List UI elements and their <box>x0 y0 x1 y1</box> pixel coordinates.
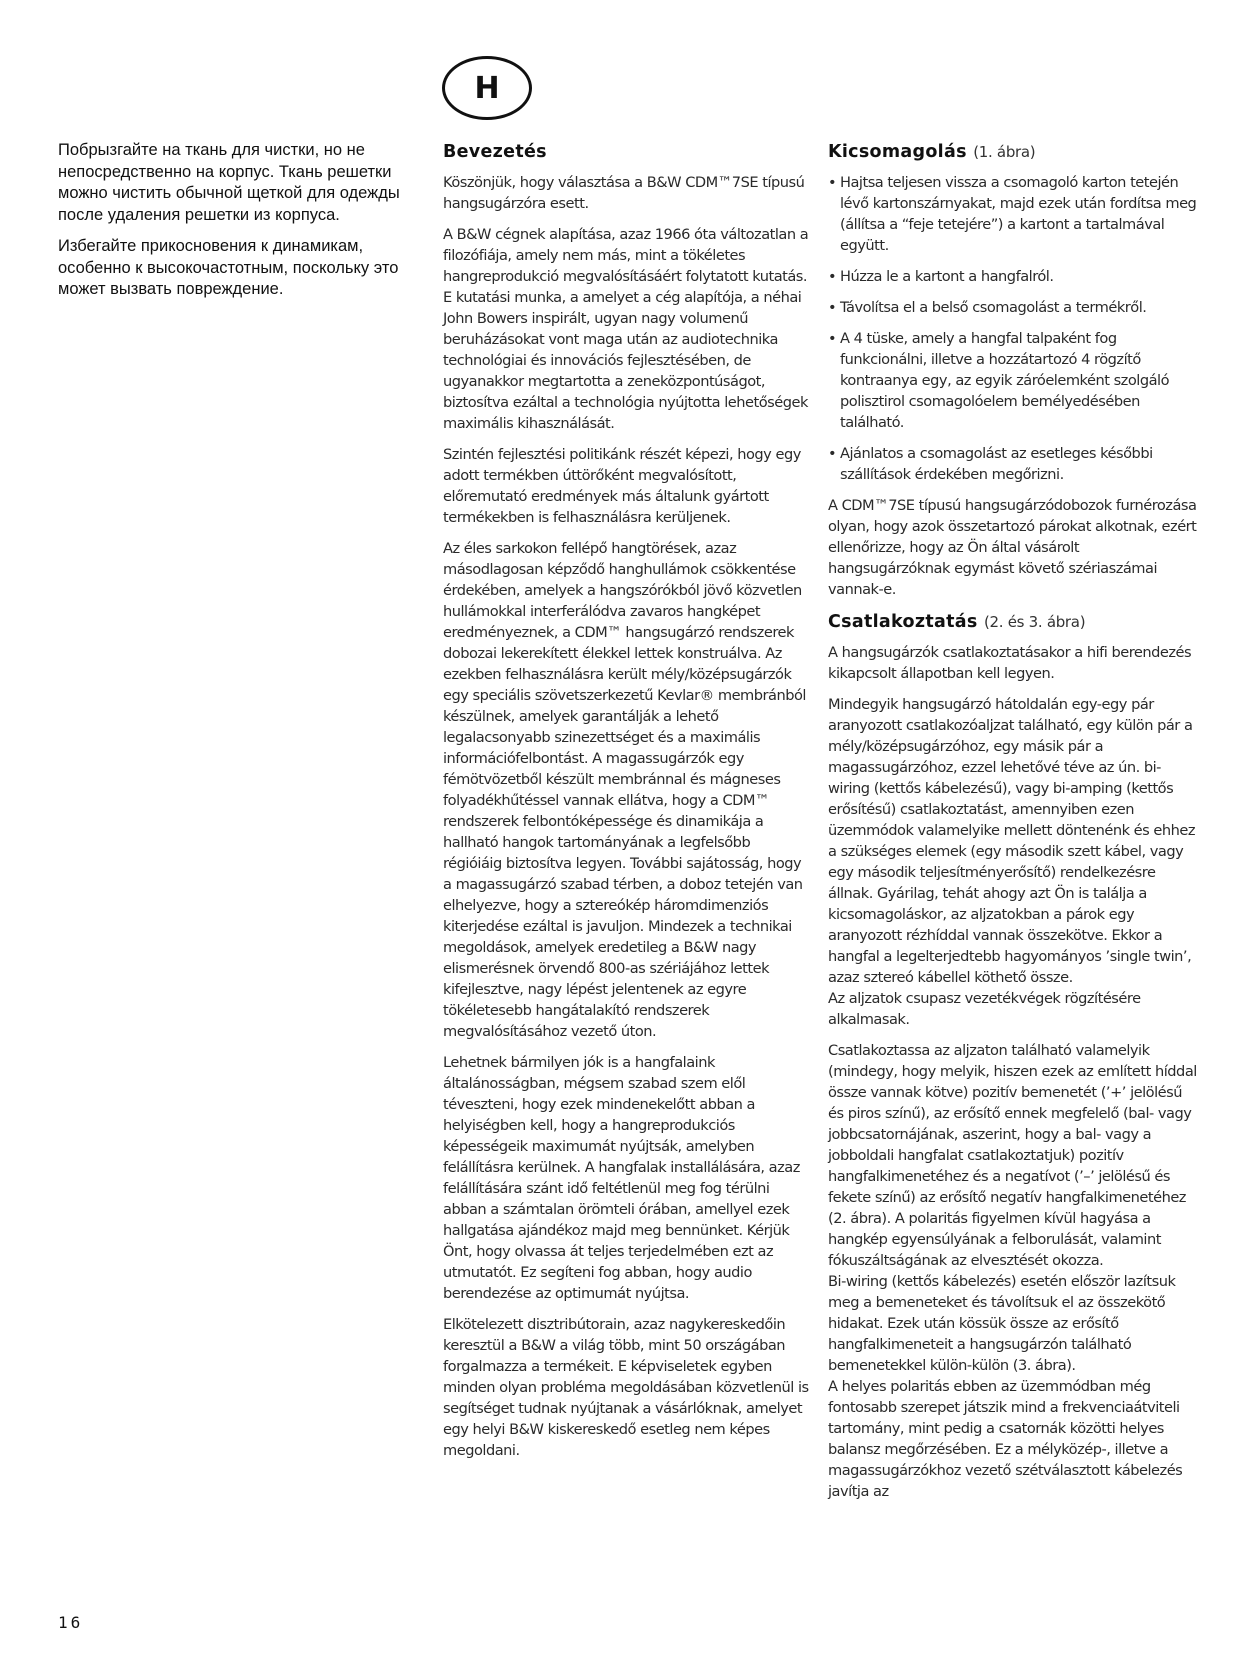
unpacking-list <box>828 172 1200 485</box>
unpacking-step: • Távolítsa el a belső csomagolást a termékről. <box>828 297 1200 318</box>
intro-paragraph: Az éles sarkokon fellépő hangtörések, azaz másodlagosan képződő hanghullámok csökkentése érdekében, amelyek a hangszórókból jövő közvetlen hullámokkal interferálódva zavaros hangképet eredményeznek, a CDM™ hangsugárzó rendszerek dobozai lekerekített élekkel lettek konstruálva. Az ezekben felhasználásra került mély/középsugárzók egy speciális szövetszerkezetű Kevlar® membránból készülnek, amelyek garantálják a lehető legalacsonyabb szinezettséget és a maximális információfelbontást. A magassugárzók egy fémötvözetből készült membránnal és mágneses folyadékhűtéssel vannak ellátva, hogy a CDM™ rendszerek felbontóképessége és dinamikája a hallható hangok tartományának a legfelsőbb régióiáig biztosítva legyen. További sajátosság, hogy a magassugárzó szabad térben, a doboz tetején van elhelyezve, hogy a sztereókép háromdimenziós kiterjedése ezáltal is javuljon. Mindezek a technikai megoldások, amelyek eredetileg a B&W nagy elismerésnek örvendő 800-as szériájához lettek kifejlesztve, nagy lépést jelentenek az egyre tökéletesebb hangátalakító rendszerek megvalósításához vezető úton. <box>443 540 806 1040</box>
ru-paragraph: Избегайте прикосновения к динамикам, особенно к высокочастотным, поскольку это может вызвать повреждение. <box>58 237 399 298</box>
unpacking-figure-ref: (1. ábra) <box>973 143 1036 161</box>
connection-paragraph: Csatlakoztassa az aljzaton található valamelyik (mindegy, hogy melyik, hiszen ezek az említett híddal össze vannak kötve) pozitív bemenetét (’+’ jelölésű és piros színű), az erősítő ennek megfelelő (bal- vagy jobbcsatornájának, aszerint, hogy a bal- vagy a jobboldali hangfalat csatlakoztatjuk) pozitív hangfalkimenetéhez és a negatívot (’–’ jelölésű és fekete színű) az erősítő negatív hangfalkimenetéhez (2. ábra). A polaritás figyelmen kívül hagyása a hangkép egyensúlyának a felborulását, valamint fókuszáltságának az elvesztését okozza. <box>828 1042 1197 1269</box>
connection-title: Csatlakoztatás <box>828 612 978 632</box>
unpacking-step: • A 4 tüske, amely a hangfal talpaként fog funkcionálni, illetve a hozzátartozó 4 rögzítő kontraanya egy, az egyik záróelemként szolgáló polisztirol csomagolóelem bemélyedésében található. <box>828 328 1200 433</box>
unpacking-step: • Húzza le a kartont a hangfalról. <box>828 266 1200 287</box>
connection-figure-ref: (2. és 3. ábra) <box>984 613 1086 631</box>
unpacking-step: • Hajtsa teljesen vissza a csomagoló karton tetején lévő kartonszárnyakat, majd ezek után fordítsa meg (állítsa a “feje tetejére”) a kartont a tartalmával együtt. <box>828 172 1200 256</box>
connection-paragraph: Bi-wiring (kettős kábelezés) esetén először lazítsuk meg a bemeneteket és távolítsuk el az összekötő hidakat. Ezek után kössük össze az erősítő hangfalkimeneteit a hangsugárzón található bemenetekkel külön-külön (3. ábra). <box>828 1273 1176 1374</box>
connection-paragraph: Az aljzatok csupasz vezetékvégek rögzítésére alkalmasak. <box>828 990 1141 1028</box>
unpacking-paragraph: A CDM™7SE típusú hangsugárzódobozok furnérozása olyan, hogy azok összetartozó párokat alkotnak, ezért ellenőrizze, hogy az Ön által vásárolt hangsugárzóknak egymást követő szériaszámai vannak-e. <box>828 497 1197 598</box>
connection-paragraph: A hangsugárzók csatlakoztatásakor a hifi berendezés kikapcsolt állapotban kell legyen. <box>828 644 1192 682</box>
intro-paragraph: Köszönjük, hogy választása a B&W CDM™7SE típusú hangsugárzóra esett. <box>443 174 805 212</box>
intro-heading: Bevezetés <box>443 142 547 162</box>
intro-paragraph: Lehetnek bármilyen jók is a hangfalaink általánosságban, mégsem szabad szem elől téveszteni, hogy ezek mindenekelőtt abban a helyiségben kell, hogy a hangreprodukciós képességeik maximumát nyújtsák, amelyben felállításra kerülnek. A hangfalak installálására, azaz felállítására szánt idő feltétlenül meg fog térülni abban a számtalan örömteli órában, amellyel ezek hallgatása ajándékoz majd meg bennünket. Kérjük Önt, hogy olvassa át teljes terjedelmében ezt az utmutatót. Ez segíteni fog abban, hogy audio berendezése az optimumát nyújtsa. <box>443 1054 800 1302</box>
connection-heading <box>828 610 1200 634</box>
right-column <box>828 140 1200 1512</box>
connection-paragraph: A helyes polaritás ebben az üzemmódban még fontosabb szerepet játszik mind a frekvenciaátviteli tartomány, mint pedig a csatornák közötti helyes balansz megőrzésében. Ez a mélyközép-, illetve a magassugárzókhoz vezető szétválasztott kábelezés javítja az <box>828 1378 1183 1500</box>
unpacking-title: Kicsomagolás <box>828 142 967 162</box>
language-badge: H <box>442 56 532 120</box>
intro-column <box>443 140 813 1471</box>
intro-paragraph: A B&W cégnek alapítása, azaz 1966 óta változatlan a filozófiája, amely nem más, mint a tökéletes hangreprodukció megvalósításáért folytatott kutatás. E kutatási munka, a amelyet a cég alapítója, a néhai John Bowers inspirált, ugyan nagy volumenű beruházásokat vont maga után az audiotechnika technológiai és innovációs fejlesztésében, de ugyanakkor megtartotta a zeneközpontúságot, biztosítva ezáltal a technológia nyújtotta lehetőségek maximális kihasználását. <box>443 226 809 432</box>
unpacking-heading <box>828 140 1200 164</box>
intro-paragraph: Szintén fejlesztési politikánk részét képezi, hogy egy adott termékben úttörőként megvalósított, előremutató eredmények más általunk gyártott termékekben is felhasználásra kerüljenek. <box>443 446 801 526</box>
unpacking-step: • Ajánlatos a csomagolást az esetleges későbbi szállítások érdekében megőrizni. <box>828 443 1200 485</box>
russian-column <box>58 140 410 311</box>
ru-paragraph: Побрызгайте на ткань для чистки, но не непосредственно на корпус. Ткань решетки можно чистить обычной щеткой для одежды после удаления решетки из корпуса. <box>58 141 400 224</box>
connection-paragraph: Mindegyik hangsugárzó hátoldalán egy-egy pár aranyozott csatlakozóaljzat található, egy külön pár a mély/középsugárzóhoz, egy másik pár a magassugárzóhoz, ezzel lehetővé téve az ún. bi-wiring (kettős kábelezésű), vagy bi-amping (kettős erősítésű) csatlakoztatást, amennyiben ezen üzemmódok valamelyike mellett döntenénk és ehhez a szükséges elemek (egy második szett kábel, vagy egy második teljesítményerősítő) rendelkezésre állnak. Gyárilag, tehát ahogy azt Ön is találja a kicsomagoláskor, az aljzatokban a párok egy aranyozott rézhíddal vannak összekötve. Ekkor a hangfal a legelterjedtebb hagyományos ’single twin’, azaz sztereó kábellel köthető össze. <box>828 696 1196 986</box>
page-number: 16 <box>58 1613 84 1632</box>
intro-paragraph: Elkötelezett disztribútorain, azaz nagykereskedőin keresztül a B&W a világ több, mint 50 országában forgalmazza a termékeit. E képviseletek egyben minden olyan probléma megoldásában közvetlenül is segítséget tudnak nyújtanak a vásárlóknak, amelyet egy helyi B&W kiskereskedő esetleg nem képes megoldani. <box>443 1316 809 1459</box>
